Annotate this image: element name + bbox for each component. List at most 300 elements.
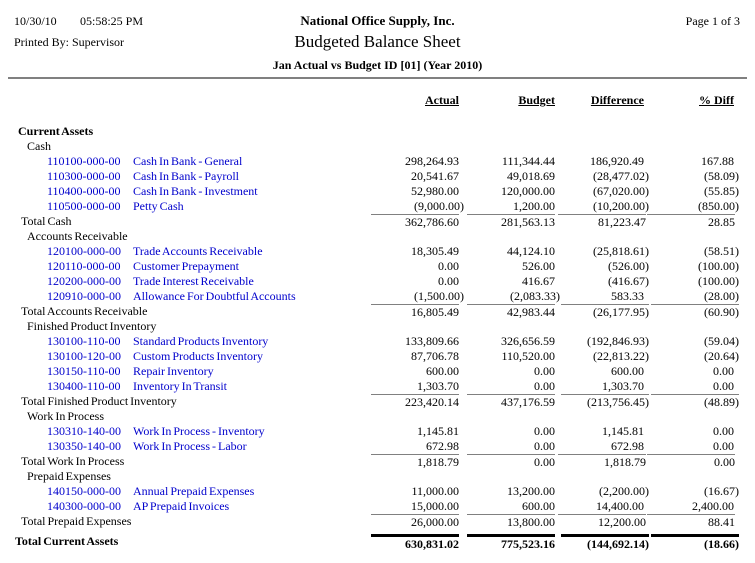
difference-value-cell <box>558 169 647 184</box>
actual-value-cell <box>362 409 462 424</box>
account-label-cell <box>0 424 362 439</box>
actual-value-cell <box>362 139 462 154</box>
actual-value-cell <box>362 184 462 199</box>
account-label-cell <box>0 184 362 199</box>
account-row <box>0 334 737 349</box>
pct-diff-value-cell <box>647 514 737 529</box>
actual-value-cell <box>362 349 462 364</box>
difference-value-cell <box>558 514 647 529</box>
actual-value-cell <box>362 229 462 244</box>
budget-value-cell <box>462 409 558 424</box>
actual-value-cell <box>362 214 462 229</box>
difference-value-cell <box>558 244 647 259</box>
account-row <box>0 259 737 274</box>
section-label: Current Assets <box>18 124 94 138</box>
account-description-link[interactable]: AP Prepaid Invoices <box>133 499 230 513</box>
group-row <box>0 319 737 334</box>
account-description-link[interactable]: Custom Products Inventory <box>133 349 263 363</box>
account-row <box>0 379 737 394</box>
group-label: Cash <box>27 139 51 153</box>
pct-diff-value-cell <box>647 364 737 379</box>
account-description-link[interactable]: Trade Accounts Receivable <box>133 244 263 258</box>
difference-value-cell <box>558 454 647 469</box>
budget-value-cell <box>462 139 558 154</box>
difference-value: (416.67) <box>608 274 649 288</box>
subtotal-row <box>0 304 737 319</box>
pct-diff-value: (58.51) <box>704 244 739 258</box>
group-row <box>0 409 737 424</box>
budget-value-cell <box>462 124 558 139</box>
account-number-link[interactable]: 130100-120-00 <box>47 349 121 363</box>
actual-value-cell <box>362 244 462 259</box>
account-description-link[interactable]: Cash In Bank - General <box>133 154 243 168</box>
budget-value: 42,983.44 <box>467 304 555 319</box>
report-subtitle: Jan Actual vs Budget ID [01] (Year 2010) <box>272 58 483 72</box>
actual-value: 20,541.67 <box>411 169 459 183</box>
difference-value-cell <box>558 259 647 274</box>
budget-value: 600.00 <box>522 499 555 513</box>
pct-diff-value: (48.89) <box>651 394 739 409</box>
pct-diff-value: (58.09) <box>704 169 739 183</box>
actual-value: 1,303.70 <box>417 379 459 393</box>
pct-diff-value-cell <box>647 334 737 349</box>
actual-value: 672.98 <box>426 439 459 453</box>
difference-value-cell <box>558 229 647 244</box>
budget-value-cell <box>462 154 558 169</box>
account-description-link[interactable]: Annual Prepaid Expenses <box>133 484 255 498</box>
actual-value: 630,831.02 <box>371 534 459 551</box>
pct-diff-value: (100.00) <box>698 274 739 288</box>
account-description-link[interactable]: Work In Process - Labor <box>133 439 247 453</box>
actual-value: 26,000.00 <box>371 514 459 529</box>
account-label-cell <box>0 439 362 454</box>
budget-value: 0.00 <box>534 364 555 378</box>
account-label-cell <box>0 169 362 184</box>
difference-value-cell <box>558 499 647 514</box>
budget-value-cell <box>462 469 558 484</box>
budget-value: 0.00 <box>534 379 555 393</box>
budget-value: 0.00 <box>467 454 555 469</box>
account-description-link[interactable]: Petty Cash <box>133 199 184 213</box>
account-row <box>0 439 737 454</box>
difference-value-cell <box>558 334 647 349</box>
budget-value: 526.00 <box>522 259 555 273</box>
budget-value: 775,523.16 <box>467 534 555 551</box>
difference-value-cell <box>558 214 647 229</box>
column-header-spacer <box>0 93 362 108</box>
actual-value-cell <box>362 289 462 304</box>
difference-value: (526.00) <box>608 259 649 273</box>
budget-value: 111,344.44 <box>501 154 555 168</box>
account-number-link[interactable]: 140150-000-00 <box>47 484 121 498</box>
budget-value: (2,083.33) <box>510 289 560 303</box>
subtotal-label: Total Finished Product Inventory <box>21 394 177 408</box>
account-row <box>0 184 737 199</box>
group-label: Prepaid Expenses <box>27 469 111 483</box>
subtotal-label: Total Work In Process <box>21 454 125 468</box>
account-row <box>0 364 737 379</box>
pct-diff-value: 0.00 <box>713 364 734 378</box>
report-title: Budgeted Balance Sheet <box>294 32 461 51</box>
printed-by-text: Printed By: Supervisor <box>14 35 124 49</box>
account-number-link[interactable]: 110400-000-00 <box>47 184 121 198</box>
pct-diff-value-cell <box>647 289 737 304</box>
subtotal-row <box>0 514 737 529</box>
group-row <box>0 229 737 244</box>
budget-value-cell <box>462 424 558 439</box>
pct-diff-value-cell <box>647 424 737 439</box>
budget-value-cell <box>462 184 558 199</box>
pct-diff-value: (100.00) <box>698 259 739 273</box>
budget-value-cell <box>462 484 558 499</box>
account-number-link[interactable]: 110100-000-00 <box>47 154 121 168</box>
difference-value-cell <box>558 154 647 169</box>
account-number-link[interactable]: 120110-000-00 <box>47 259 121 273</box>
budget-value-cell <box>462 214 558 229</box>
actual-value-cell <box>362 469 462 484</box>
budget-value-cell <box>462 169 558 184</box>
pct-diff-value-cell <box>647 349 737 364</box>
group-label: Work In Process <box>27 409 105 423</box>
actual-value-cell <box>362 199 462 214</box>
pct-diff-value: (59.04) <box>704 334 739 348</box>
actual-value: 600.00 <box>426 364 459 378</box>
account-number-link[interactable]: 110300-000-00 <box>47 169 121 183</box>
group-row <box>0 469 737 484</box>
difference-value-cell <box>558 184 647 199</box>
difference-value: (25,818.61) <box>593 244 649 258</box>
actual-value-cell <box>362 364 462 379</box>
difference-value: 1,818.79 <box>558 454 646 469</box>
report-time: 05:58:25 PM <box>80 14 144 28</box>
budget-value: 120,000.00 <box>501 184 555 198</box>
difference-value-cell <box>558 364 647 379</box>
difference-value: (67,020.00) <box>593 184 649 198</box>
budget-value-cell <box>462 334 558 349</box>
actual-value: 52,980.00 <box>411 184 459 198</box>
account-row <box>0 199 737 214</box>
budget-value-cell <box>462 534 558 551</box>
budget-value: 1,200.00 <box>513 199 555 213</box>
account-number-link[interactable]: 140300-000-00 <box>47 499 121 513</box>
pct-diff-value-cell <box>647 274 737 289</box>
pct-diff-value-cell <box>647 409 737 424</box>
account-label-cell <box>0 274 362 289</box>
budget-value-cell <box>462 319 558 334</box>
column-header-row <box>0 93 737 108</box>
actual-value: (1,500.00) <box>414 289 464 303</box>
actual-value-cell <box>362 499 462 514</box>
account-label-cell <box>0 244 362 259</box>
difference-value-cell <box>558 304 647 319</box>
difference-value-cell <box>558 409 647 424</box>
budget-value: 49,018.69 <box>507 169 555 183</box>
group-label: Accounts Receivable <box>27 229 128 243</box>
account-label-cell <box>0 349 362 364</box>
actual-value-cell <box>362 124 462 139</box>
difference-value: 583.33 <box>611 289 644 303</box>
actual-value: 16,805.49 <box>371 304 459 319</box>
pct-diff-value-cell <box>647 229 737 244</box>
budget-value-cell <box>462 304 558 319</box>
budget-value-cell <box>462 274 558 289</box>
budget-value: 437,176.59 <box>467 394 555 409</box>
pct-diff-value-cell <box>647 169 737 184</box>
subtotal-label: Total Accounts Receivable <box>21 304 148 318</box>
difference-value-cell <box>558 124 647 139</box>
subtotal-label: Total Prepaid Expenses <box>21 514 132 528</box>
budget-value: 0.00 <box>534 439 555 453</box>
pct-diff-value-cell <box>647 484 737 499</box>
pct-diff-value: 28.85 <box>647 214 735 229</box>
account-number-link[interactable]: 120200-000-00 <box>47 274 121 288</box>
difference-value: 600.00 <box>611 364 644 378</box>
actual-value: 1,145.81 <box>417 424 459 438</box>
subtotal-row <box>0 394 737 409</box>
budget-value-cell <box>462 199 558 214</box>
difference-value-cell <box>558 484 647 499</box>
grandtotal-label: Total Current Assets <box>15 534 119 548</box>
pct-diff-value: (850.00) <box>698 199 739 213</box>
budget-value-cell <box>462 259 558 274</box>
actual-value: 0.00 <box>438 259 459 273</box>
account-description-link[interactable]: Cash In Bank - Payroll <box>133 169 239 183</box>
report-body <box>0 124 737 549</box>
pct-diff-value: 2,400.00 <box>692 499 734 513</box>
actual-value: (9,000.00) <box>414 199 464 213</box>
header-rule <box>8 77 747 79</box>
pct-diff-value-cell <box>647 199 737 214</box>
difference-value: (192,846.93) <box>587 334 649 348</box>
difference-value: 1,145.81 <box>602 424 644 438</box>
account-description-link[interactable]: Customer Prepayment <box>133 259 239 273</box>
pct-diff-value-cell <box>647 454 737 469</box>
actual-value-cell <box>362 379 462 394</box>
pct-diff-value-cell <box>647 214 737 229</box>
pct-diff-value: (60.90) <box>651 304 739 319</box>
actual-value: 87,706.78 <box>411 349 459 363</box>
subtotal-label: Total Cash <box>21 214 72 228</box>
pct-diff-value: (18.66) <box>651 534 739 551</box>
difference-value: (26,177.95) <box>561 304 649 319</box>
account-row <box>0 499 737 514</box>
actual-value: 18,305.49 <box>411 244 459 258</box>
account-row <box>0 484 737 499</box>
difference-value: 186,920.49 <box>590 154 644 168</box>
column-header-budget: Budget <box>518 93 555 107</box>
pct-diff-value-cell <box>647 259 737 274</box>
account-row <box>0 154 737 169</box>
budget-value-cell <box>462 439 558 454</box>
actual-value-cell <box>362 439 462 454</box>
account-number-link[interactable]: 130350-140-00 <box>47 439 121 453</box>
difference-value-cell <box>558 274 647 289</box>
account-row <box>0 349 737 364</box>
actual-value-cell <box>362 394 462 409</box>
budget-value-cell <box>462 349 558 364</box>
pct-diff-value: (55.85) <box>704 184 739 198</box>
account-row <box>0 169 737 184</box>
pct-diff-value-cell <box>647 319 737 334</box>
difference-value-cell <box>558 139 647 154</box>
pct-diff-value: (16.67) <box>704 484 739 498</box>
actual-value-cell <box>362 334 462 349</box>
actual-value: 362,786.60 <box>371 214 459 229</box>
pct-diff-value-cell <box>647 534 737 551</box>
pct-diff-value: 0.00 <box>713 379 734 393</box>
pct-diff-value-cell <box>647 139 737 154</box>
difference-value: (144,692.14) <box>561 534 649 551</box>
account-label-cell <box>0 484 362 499</box>
budget-value-cell <box>462 394 558 409</box>
actual-value-cell <box>362 454 462 469</box>
budget-value-cell <box>462 499 558 514</box>
account-row <box>0 424 737 439</box>
difference-value-cell <box>558 424 647 439</box>
actual-value-cell <box>362 514 462 529</box>
budget-value: 0.00 <box>534 424 555 438</box>
page-number: Page 1 of 3 <box>685 14 740 28</box>
account-number-link[interactable]: 120910-000-00 <box>47 289 121 303</box>
account-number-link[interactable]: 130310-140-00 <box>47 424 121 438</box>
account-number-link[interactable]: 120100-000-00 <box>47 244 121 258</box>
difference-value-cell <box>558 394 647 409</box>
account-number-link[interactable]: 130150-110-00 <box>47 364 121 378</box>
pct-diff-value: 88.41 <box>647 514 735 529</box>
actual-value: 298,264.93 <box>405 154 459 168</box>
difference-value: (28,477.02) <box>593 169 649 183</box>
account-description-link[interactable]: Trade Interest Receivable <box>133 274 254 288</box>
subtotal-row <box>0 454 737 469</box>
budget-value: 281,563.13 <box>467 214 555 229</box>
budget-value: 13,800.00 <box>467 514 555 529</box>
budget-value-cell <box>462 289 558 304</box>
actual-value-cell <box>362 304 462 319</box>
pct-diff-value-cell <box>647 184 737 199</box>
account-row <box>0 289 737 304</box>
actual-value-cell <box>362 484 462 499</box>
column-header-pct-diff: % Diff <box>699 93 734 107</box>
actual-value: 223,420.14 <box>371 394 459 409</box>
pct-diff-value-cell <box>647 394 737 409</box>
difference-value-cell <box>558 199 647 214</box>
account-label-cell <box>0 259 362 274</box>
pct-diff-value-cell <box>647 499 737 514</box>
account-label-cell <box>0 334 362 349</box>
pct-diff-value: 0.00 <box>713 424 734 438</box>
pct-diff-value: (28.00) <box>704 289 739 303</box>
subtotal-row <box>0 214 737 229</box>
actual-value-cell <box>362 259 462 274</box>
difference-value-cell <box>558 469 647 484</box>
pct-diff-value-cell <box>647 244 737 259</box>
budget-value-cell <box>462 379 558 394</box>
difference-value: (2,200.00) <box>599 484 649 498</box>
budget-value-cell <box>462 454 558 469</box>
difference-value-cell <box>558 349 647 364</box>
pct-diff-value: 0.00 <box>647 454 735 469</box>
pct-diff-value-cell <box>647 304 737 319</box>
account-number-link[interactable]: 130100-110-00 <box>47 334 121 348</box>
pct-diff-value-cell <box>647 439 737 454</box>
account-description-link[interactable]: Allowance For Doubtful Accounts <box>133 289 296 303</box>
actual-value: 133,809.66 <box>405 334 459 348</box>
account-description-link[interactable]: Standard Products Inventory <box>133 334 269 348</box>
account-label-cell <box>0 379 362 394</box>
group-label: Finished Product Inventory <box>27 319 157 333</box>
budget-value-cell <box>462 514 558 529</box>
difference-value-cell <box>558 289 647 304</box>
budget-value: 416.67 <box>522 274 555 288</box>
pct-diff-value-cell <box>647 469 737 484</box>
actual-value-cell <box>362 319 462 334</box>
budget-value: 44,124.10 <box>507 244 555 258</box>
account-label-cell <box>0 199 362 214</box>
difference-value-cell <box>558 319 647 334</box>
difference-value-cell <box>558 379 647 394</box>
account-description-link[interactable]: Work In Process - Inventory <box>133 424 265 438</box>
actual-value: 11,000.00 <box>411 484 459 498</box>
company-name: National Office Supply, Inc. <box>300 13 455 28</box>
account-label-cell <box>0 364 362 379</box>
account-description-link[interactable]: Inventory In Transit <box>133 379 227 393</box>
actual-value-cell <box>362 169 462 184</box>
pct-diff-value: 167.88 <box>701 154 734 168</box>
difference-value: (213,756.45) <box>561 394 649 409</box>
difference-value: 81,223.47 <box>558 214 646 229</box>
column-header-difference: Difference <box>590 93 644 107</box>
grandtotal-row <box>0 534 737 549</box>
budget-value-cell <box>462 364 558 379</box>
difference-value: 14,400.00 <box>596 499 644 513</box>
account-label-cell <box>0 154 362 169</box>
budget-value-cell <box>462 244 558 259</box>
column-header-actual: Actual <box>425 93 459 107</box>
group-row <box>0 139 737 154</box>
actual-value: 0.00 <box>438 274 459 288</box>
actual-value-cell <box>362 424 462 439</box>
actual-value-cell <box>362 274 462 289</box>
difference-value-cell <box>558 534 647 551</box>
budget-value: 110,520.00 <box>501 349 555 363</box>
pct-diff-value-cell <box>647 379 737 394</box>
account-description-link[interactable]: Cash In Bank - Investment <box>133 184 258 198</box>
account-label-cell <box>0 289 362 304</box>
actual-value-cell <box>362 534 462 551</box>
account-description-link[interactable]: Repair Inventory <box>133 364 214 378</box>
pct-diff-value-cell <box>647 124 737 139</box>
account-row <box>0 244 737 259</box>
difference-value-cell <box>558 439 647 454</box>
pct-diff-value: 0.00 <box>713 439 734 453</box>
account-label-cell <box>0 499 362 514</box>
account-row <box>0 274 737 289</box>
account-number-link[interactable]: 110500-000-00 <box>47 199 121 213</box>
difference-value: (22,813.22) <box>593 349 649 363</box>
report-date: 10/30/10 <box>14 14 57 28</box>
difference-value: 1,303.70 <box>602 379 644 393</box>
actual-value-cell <box>362 154 462 169</box>
difference-value: 672.98 <box>611 439 644 453</box>
budget-value: 13,200.00 <box>507 484 555 498</box>
budget-value-cell <box>462 229 558 244</box>
difference-value: (10,200.00) <box>593 199 649 213</box>
account-number-link[interactable]: 130400-110-00 <box>47 379 121 393</box>
pct-diff-value-cell <box>647 154 737 169</box>
actual-value: 1,818.79 <box>371 454 459 469</box>
actual-value: 15,000.00 <box>411 499 459 513</box>
section-row <box>0 124 737 139</box>
